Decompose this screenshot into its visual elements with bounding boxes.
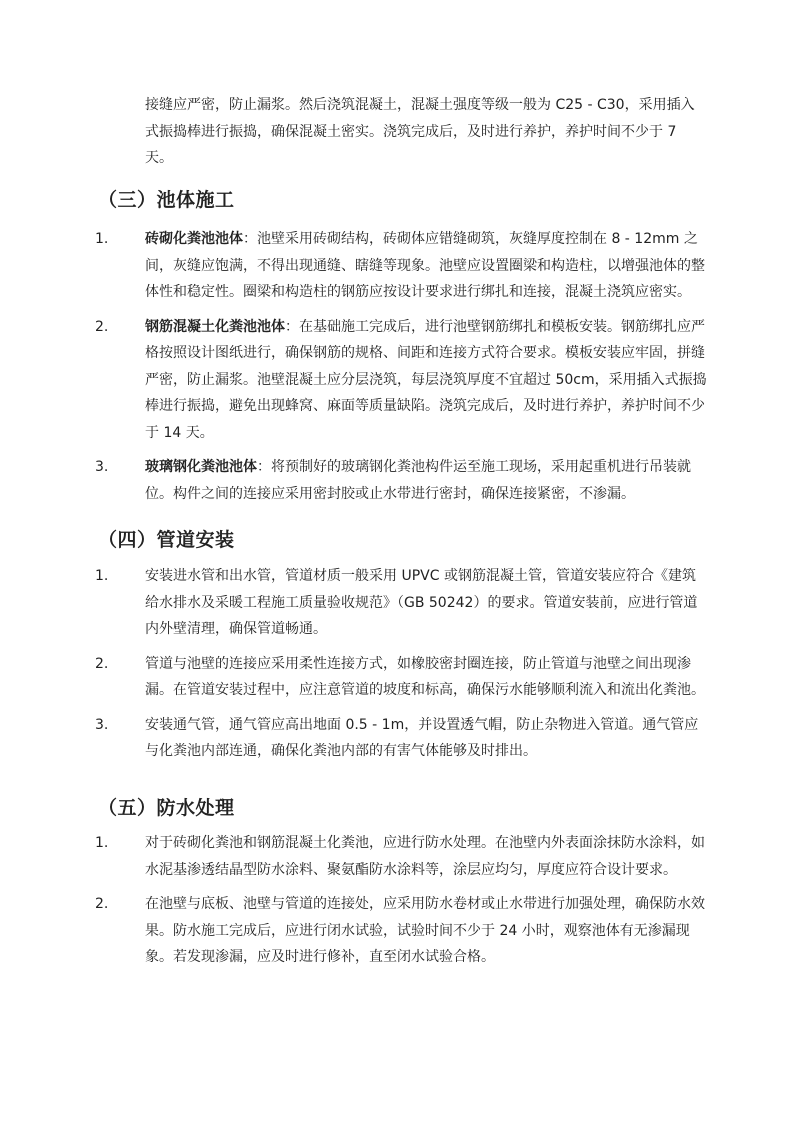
item-text: 对于砖砌化粪池和钢筋混凝土化粪池，应进行防水处理。在池壁内外表面涂抹防水涂料，如水泥基渗透结晶型防水涂料、聚氨酯防水涂料等，涂层应均匀，厚度应符合设计要求。 <box>145 835 705 878</box>
pipe-installation-list <box>95 563 707 765</box>
list-item <box>95 891 707 971</box>
list-number: 1. <box>95 231 109 247</box>
list-item <box>95 712 707 765</box>
list-item <box>95 454 707 507</box>
item-text: 安装通气管，通气管应高出地面 0.5 - 1m，并设置透气帽，防止杂物进入管道。通气管应与化粪池内部连通，确保化粪池内部的有害气体能够及时排出。 <box>145 716 699 759</box>
list-number: 2. <box>95 318 109 335</box>
pool-construction-list <box>95 226 707 507</box>
list-number: 1. <box>95 568 109 584</box>
list-number: 2. <box>95 896 109 912</box>
list-number: 3. <box>95 459 109 475</box>
list-item <box>95 314 707 447</box>
list-number: 3. <box>95 716 109 733</box>
item-text: 安装进水管和出水管，管道材质一般采用 UPVC 或钢筋混凝土管，管道安装应符合《建筑给水排水及采暖工程施工质量验收规范》（GB 50242）的要求。管道安装前，应进行管道内外壁清理，确保管道畅通。 <box>145 568 698 637</box>
list-number: 1. <box>95 835 109 851</box>
item-text: ：在基础施工完成后，进行池壁钢筋绑扎和模板安装。钢筋绑扎应严格按照设计图纸进行，确保钢筋的规格、间距和连接方式符合要求。模板安装应牢固，拼缝严密，防止漏浆。池壁混凝土应分层浇筑，每层浇筑厚度不宜超过 50cm，采用插入式振捣棒进行振捣，避免出现蜂窝、麻面等质量缺陷。浇筑完成后，及时进行养护，养护时间不少于 14 天。 <box>145 318 707 441</box>
waterproofing-list <box>95 830 707 971</box>
section-heading-pool-construction: （三）池体施工 <box>98 189 235 211</box>
section-heading-waterproofing: （五）防水处理 <box>98 797 235 819</box>
list-number: 2. <box>95 655 109 672</box>
list-item <box>95 226 707 306</box>
section-heading-pipe-installation: （四）管道安装 <box>98 529 235 551</box>
intro-paragraph: 接缝应严密，防止漏浆。然后浇筑混凝土，混凝土强度等级一般为 C25 - C30，采用插入式振捣棒进行振捣，确保混凝土密实。浇筑完成后，及时进行养护，养护时间不少于 7 天。 <box>145 97 695 166</box>
item-text: 管道与池壁的连接应采用柔性连接方式，如橡胶密封圈连接，防止管道与池壁之间出现渗漏。在管道安装过程中，应注意管道的坡度和标高，确保污水能够顺利流入和流出化粪池。 <box>145 655 705 698</box>
item-term: 玻璃钢化粪池池体 <box>145 459 257 475</box>
list-item <box>95 651 707 704</box>
list-item <box>95 830 707 883</box>
list-item <box>95 563 707 643</box>
item-text: 在池壁与底板、池壁与管道的连接处，应采用防水卷材或止水带进行加强处理，确保防水效果。防水施工完成后，应进行闭水试验，试验时间不少于 24 小时，观察池体有无渗漏现象。若发现渗漏，应及时进行修补，直至闭水试验合格。 <box>145 896 705 965</box>
item-text: ：将预制好的玻璃钢化粪池构件运至施工现场，采用起重机进行吊装就位。构件之间的连接应采用密封胶或止水带进行密封，确保连接紧密，不渗漏。 <box>145 459 691 502</box>
item-term: 砖砌化粪池池体 <box>145 231 243 247</box>
item-term: 钢筋混凝土化粪池池体 <box>145 318 285 335</box>
item-text: ：池壁采用砖砌结构，砖砌体应错缝砌筑，灰缝厚度控制在 8 - 12mm 之间，灰缝应饱满，不得出现通缝、瞎缝等现象。池壁应设置圈梁和构造柱，以增强池体的整体性和稳定性。圈梁和构造柱的钢筋应按设计要求进行绑扎和连接，混凝土浇筑应密实。 <box>145 231 705 300</box>
